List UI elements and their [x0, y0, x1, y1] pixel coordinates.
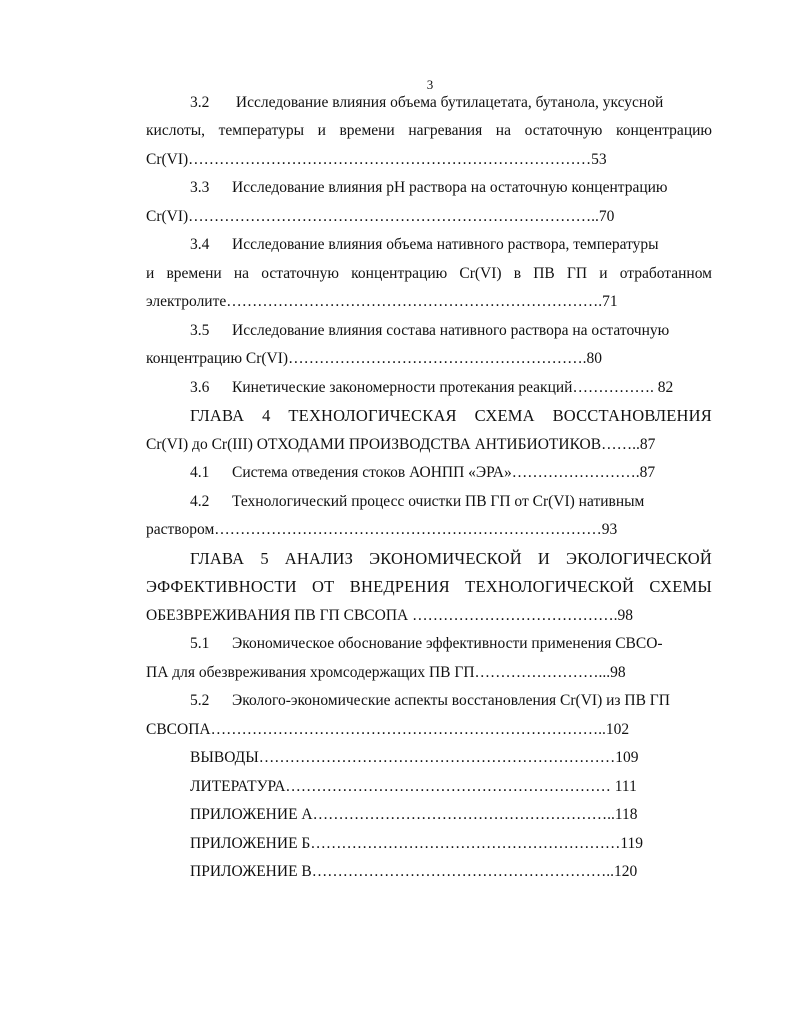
chapter-heading: ЭФФЕКТИВНОСТИ ОТ ВНЕДРЕНИЯ ТЕХНОЛОГИЧЕСКОЙ СХЕМЫ: [146, 577, 712, 596]
toc-text: Исследование влияния состава нативного раствора на остаточную: [232, 322, 670, 339]
toc-line: [190, 492, 712, 512]
toc-line: СВСОПА…………………………………………………………………..102: [146, 721, 630, 738]
toc-line: [190, 378, 712, 398]
toc-line: раствором…………………………………………………………………93: [146, 521, 618, 538]
toc-line: ПРИЛОЖЕНИЕ А…………………………………………………..118: [190, 806, 638, 823]
toc-line: и времени на остаточную концентрацию Cr(VI) в ПВ ГП и отработанном: [146, 265, 712, 282]
toc-line: Cr(VI)……………………………………………………………………..70: [146, 208, 615, 225]
toc-line: ПРИЛОЖЕНИЕ Б……………………………………………………119: [190, 835, 643, 852]
toc-line: [190, 93, 712, 113]
toc-line: Cr(VI) до Cr(III) ОТХОДАМИ ПРОИЗВОДСТВА АНТИБИОТИКОВ……..87: [146, 436, 656, 453]
toc-line: [190, 691, 712, 711]
toc-text: Кинетические закономерности протекания реакций……………. 82: [232, 379, 674, 396]
toc-text: Экономическое обоснование эффективности применения СВСО-: [232, 635, 663, 652]
toc-line: кислоты, температуры и времени нагревания на остаточную концентрацию: [146, 122, 712, 139]
toc-text: Эколого-экономические аспекты восстановления Cr(VI) из ПВ ГП: [232, 692, 670, 709]
section-number: 4.2: [190, 493, 210, 510]
toc-line: Cr(VI)……………………………………………………………………53: [146, 151, 607, 168]
section-number: 3.4: [190, 236, 210, 253]
section-number: 3.5: [190, 322, 210, 339]
toc-text: Система отведения стоков АОНПП «ЭРА»…………………….87: [232, 464, 656, 481]
toc-text: Исследование влияния объема нативного раствора, температуры: [232, 236, 659, 253]
chapter-heading: ГЛАВА 5 АНАЛИЗ ЭКОНОМИЧЕСКОЙ И ЭКОЛОГИЧЕСКОЙ: [190, 549, 712, 568]
section-number: 5.1: [190, 635, 210, 652]
toc-line: ВЫВОДЫ……………………………………………………………109: [190, 749, 639, 766]
toc-line: [190, 463, 712, 483]
section-number: 3.3: [190, 179, 210, 196]
toc-line: концентрацию Cr(VI)………………………………………………….80: [146, 350, 602, 367]
page-number: 3: [426, 77, 434, 92]
toc-line: [190, 235, 712, 255]
toc-line: ЛИТЕРАТУРА……………………………………………………… 111: [190, 778, 637, 795]
section-number: 3.2: [190, 94, 210, 111]
toc-line: ПА для обезвреживания хромсодержащих ПВ ГП……………………...98: [146, 664, 626, 681]
toc-line: электролите……………………………………………………………….71: [146, 293, 618, 310]
toc-text: Исследование влияния объема бутилацетата, бутанола, уксусной: [232, 94, 664, 111]
toc-line: [190, 634, 712, 654]
toc-line: ПРИЛОЖЕНИЕ В…………………………………………………..120: [190, 863, 638, 880]
section-number: 4.1: [190, 464, 210, 481]
section-number: 5.2: [190, 692, 210, 709]
toc-line: ОБЕЗВРЕЖИВАНИЯ ПВ ГП СВСОПА ………………………………….98: [146, 607, 633, 624]
toc-line: [190, 321, 712, 341]
toc-line: [190, 178, 712, 198]
toc-text: Исследование влияния pH раствора на остаточную концентрацию: [232, 179, 668, 196]
toc-text: Технологический процесс очистки ПВ ГП от Cr(VI) нативным: [232, 493, 645, 510]
chapter-heading: ГЛАВА 4 ТЕХНОЛОГИЧЕСКАЯ СХЕМА ВОССТАНОВЛЕНИЯ: [190, 406, 712, 425]
section-number: 3.6: [190, 379, 210, 396]
